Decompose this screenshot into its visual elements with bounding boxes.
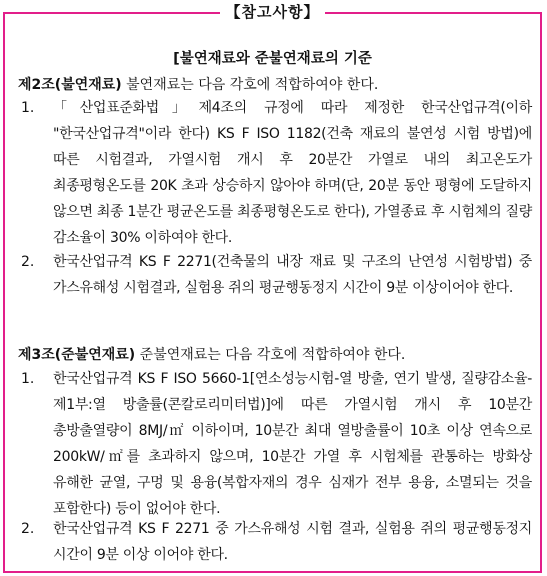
article-3-label: 제3조(준불연재료) xyxy=(18,347,136,363)
article-2-item-2 xyxy=(21,249,532,301)
item-text: 한국산업규격 KS F 2271 중 가스유해성 시험 결과, 실험용 쥐의 평균행동정지 시간이 9분 이상 이어야 한다. xyxy=(53,521,532,563)
article-2-label: 제2조(불연재료) xyxy=(18,77,122,93)
article-2-item-1 xyxy=(21,95,532,251)
article-3-item-1 xyxy=(21,366,532,522)
article-3-item-2 xyxy=(21,516,532,568)
item-text: 「산업표준화법」제4조의 규정에 따라 제정한 한국산업규격(이하 "한국산업규격"이라 한다) KS F ISO 1182(건축 재료의 불연성 시험 방법)에 따른 시험결과, 가열시험 개시 후 20분간 가열로 내의 최고온도가 최종평형온도를 20K 초과 상승하지 않아야 하며(단, 20분 동안 평형에 도달하지 않으면 최종 1분간 평균온도를 최종평형온도로 한다), 가열종료 후 시험체의 질량 감소율이 30% 이하여야 한다. xyxy=(53,100,532,246)
item-text: 한국산업규격 KS F 2271(건축물의 내장 재료 및 구조의 난연성 시험방법) 중 가스유해성 시험결과, 실험용 쥐의 평균행동정지 시간이 9분 이상이어야 한다. xyxy=(53,254,532,296)
article-3-lead: 준불연재료는 다음 각호에 적합하여야 한다. xyxy=(139,347,406,363)
reference-tag-text: 【참고사항】 xyxy=(220,1,326,23)
reference-tag xyxy=(5,1,540,25)
article-2-lead: 불연재료는 다음 각호에 적합하여야 한다. xyxy=(126,77,379,93)
item-number: 2. xyxy=(21,521,35,537)
item-number: 2. xyxy=(21,254,35,270)
reference-box xyxy=(3,3,542,573)
article-3-heading xyxy=(18,345,532,365)
item-text: 한국산업규격 KS F ISO 5660-1[연소성능시험-열 방출, 연기 발생, 질량감소율-제1부:열 방출률(콘칼로리미터법)]에 따른 가열시험 개시 후 10분간 총방출열량이 8MJ/㎡ 이하이며, 10분간 최대 열방출률이 10초 이상 연속으로 200kW/㎡를 초과하지 않으며, 10분간 가열 후 시험체를 관통하는 방화상 유해한 균열, 구멍 및 용융(복합자재의 경우 심재가 전부 용융, 소멸되는 것을 포함한다) 등이 없어야 한다. xyxy=(53,371,532,517)
item-number: 1. xyxy=(21,100,35,116)
article-2-heading xyxy=(18,75,532,95)
page-title: [불연재료와 준불연재료의 기준 xyxy=(173,51,372,67)
item-number: 1. xyxy=(21,371,35,387)
